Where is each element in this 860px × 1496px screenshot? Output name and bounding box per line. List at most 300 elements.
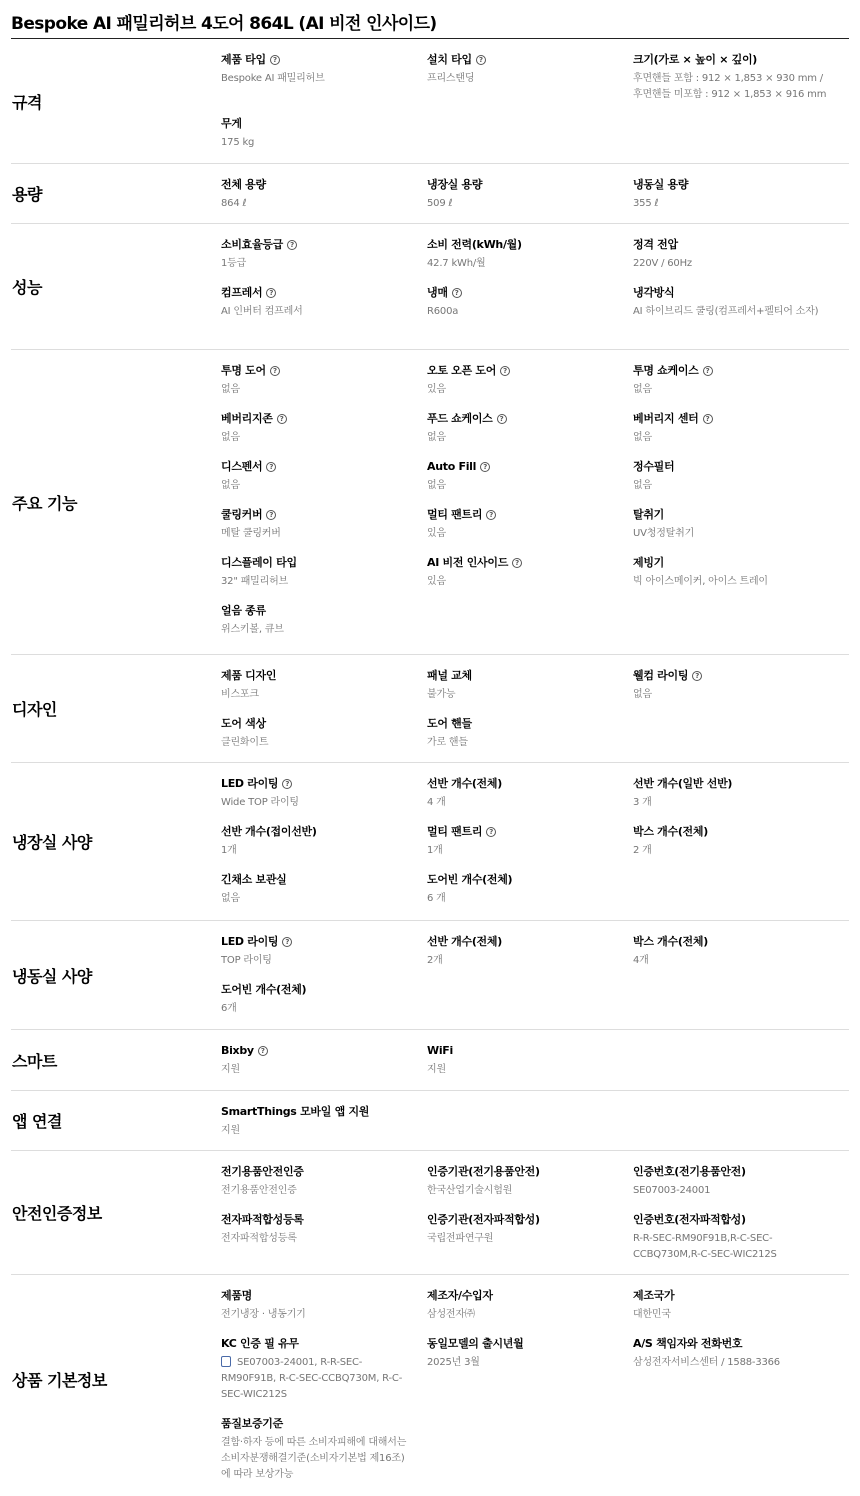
- spec-value: [427, 196, 633, 212]
- spec-label-text: 제품 타입: [221, 53, 266, 66]
- spec-label: [427, 52, 633, 67]
- spec-value: [221, 1435, 427, 1483]
- spec-label: [221, 411, 427, 426]
- spec-item: [633, 507, 849, 555]
- spec-value: [427, 71, 633, 87]
- spec-value-text: 없음: [633, 480, 652, 491]
- spec-label: [633, 934, 849, 949]
- spec-value: [427, 574, 633, 590]
- spec-label: [221, 716, 427, 731]
- spec-value: [633, 1355, 849, 1371]
- spec-item: [427, 934, 633, 982]
- spec-label-text: 무게: [221, 117, 242, 130]
- help-icon[interactable]: ?: [486, 827, 496, 837]
- spec-value-text: AI 하이브리드 쿨링(컴프레서+펠티어 소자): [633, 306, 819, 317]
- spec-value-text: 1개: [221, 845, 237, 856]
- spec-label-text: SmartThings 모바일 앱 지원: [221, 1105, 370, 1118]
- spec-item: [633, 363, 849, 411]
- spec-label: [633, 555, 849, 570]
- spec-label-text: AI 비전 인사이드: [427, 556, 509, 569]
- spec-label-text: 얼음 종류: [221, 604, 266, 617]
- spec-label-text: 오토 오픈 도어: [427, 364, 497, 377]
- spec-label: [427, 555, 633, 570]
- spec-label-text: LED 라이팅: [221, 777, 279, 790]
- spec-item: [427, 776, 633, 824]
- spec-item: [221, 603, 427, 651]
- spec-value-text: 위스키볼, 큐브: [221, 624, 284, 635]
- spec-item: [633, 555, 849, 603]
- spec-value-text: 프리스탠딩: [427, 73, 475, 84]
- spec-item: [221, 1416, 427, 1496]
- spec-item: [221, 716, 427, 764]
- spec-label-text: 선반 개수(전체): [427, 935, 502, 948]
- help-icon[interactable]: ?: [277, 414, 287, 424]
- spec-label: [221, 285, 427, 300]
- spec-value-text: 지원: [221, 1125, 240, 1136]
- spec-label: [221, 824, 427, 839]
- spec-label: [427, 411, 633, 426]
- spec-label-text: 제조국가: [633, 1289, 675, 1302]
- spec-label: [427, 1288, 633, 1303]
- spec-label: [633, 1164, 849, 1179]
- spec-section: [11, 164, 849, 224]
- spec-grid: [221, 1151, 849, 1274]
- spec-value-text: 메탈 쿨링커버: [221, 528, 281, 539]
- spec-value: [633, 1183, 849, 1199]
- spec-item: [427, 507, 633, 555]
- spec-item: [221, 824, 427, 872]
- spec-item: [221, 363, 427, 411]
- section-title: 안전인증정보: [12, 1204, 102, 1223]
- spec-item: [221, 776, 427, 824]
- spec-section: [11, 1275, 849, 1483]
- spec-value-text: 없음: [221, 384, 240, 395]
- help-icon[interactable]: ?: [282, 779, 292, 789]
- spec-label: [427, 934, 633, 949]
- help-icon[interactable]: ?: [692, 671, 702, 681]
- help-icon[interactable]: ?: [266, 288, 276, 298]
- spec-label: [427, 363, 633, 378]
- help-icon[interactable]: ?: [480, 462, 490, 472]
- help-icon[interactable]: ?: [266, 510, 276, 520]
- spec-label: [221, 1043, 427, 1058]
- spec-label-text: 탈취기: [633, 508, 664, 521]
- spec-item: [221, 507, 427, 555]
- spec-label-text: 인증기관(전자파적합성): [427, 1213, 540, 1226]
- spec-label-text: 베버리지존: [221, 412, 273, 425]
- spec-value: [221, 526, 427, 542]
- spec-label-text: Auto Fill: [427, 460, 477, 473]
- spec-section: [11, 39, 849, 164]
- spec-value: [427, 526, 633, 542]
- spec-label-text: 설치 타입: [427, 53, 472, 66]
- spec-value: [427, 953, 633, 969]
- spec-value: [221, 843, 427, 859]
- spec-item: [221, 1288, 427, 1336]
- spec-value-text: 없음: [633, 384, 652, 395]
- spec-value: [633, 687, 849, 703]
- spec-item: [221, 52, 427, 116]
- spec-value: [427, 1062, 633, 1078]
- help-icon[interactable]: ?: [486, 510, 496, 520]
- spec-label-text: Bixby: [221, 1044, 254, 1057]
- spec-value: [221, 196, 427, 212]
- spec-label: [427, 668, 633, 683]
- spec-label-text: 소비 전력(kWh/월): [427, 238, 522, 251]
- spec-label: [427, 776, 633, 791]
- spec-value: [221, 622, 427, 638]
- spec-item: [427, 52, 633, 116]
- spec-section: [11, 763, 849, 921]
- section-title: 용량: [12, 185, 42, 204]
- spec-label: [427, 507, 633, 522]
- spec-value: [221, 891, 427, 907]
- spec-item: [633, 285, 849, 333]
- spec-label-text: 도어 색상: [221, 717, 266, 730]
- spec-label-text: 크기(가로 × 높이 × 깊이): [633, 53, 758, 66]
- spec-label-text: 도어 핸들: [427, 717, 472, 730]
- spec-item: [427, 1288, 633, 1336]
- spec-item: [221, 237, 427, 285]
- spec-value: [633, 795, 849, 811]
- spec-value-text: TOP 라이팅: [221, 955, 272, 966]
- spec-value-text: 있음: [427, 384, 446, 395]
- spec-label-text: 냉장실 용량: [427, 178, 483, 191]
- spec-value-text: 한국산업기술시험원: [427, 1185, 513, 1196]
- spec-value: [427, 795, 633, 811]
- spec-item: [221, 411, 427, 459]
- spec-value-text: 없음: [221, 480, 240, 491]
- section-title: 냉장실 사양: [12, 833, 92, 852]
- spec-item: [427, 1043, 633, 1091]
- spec-value: [221, 735, 427, 751]
- help-icon[interactable]: ?: [512, 558, 522, 568]
- spec-value: [221, 304, 427, 320]
- spec-value-text: AI 인버터 컴프레서: [221, 306, 303, 317]
- help-icon[interactable]: ?: [282, 937, 292, 947]
- help-icon[interactable]: ?: [476, 55, 486, 65]
- spec-section: [11, 1030, 849, 1091]
- spec-value: [427, 430, 633, 446]
- spec-value: [427, 1183, 633, 1199]
- spec-value: [427, 1307, 633, 1323]
- spec-value: [633, 953, 849, 969]
- spec-label: [221, 459, 427, 474]
- spec-label: [221, 1416, 427, 1431]
- spec-label: [633, 237, 849, 252]
- spec-label: [427, 285, 633, 300]
- spec-label: [221, 237, 427, 252]
- spec-value-text: 2025년 3월: [427, 1357, 480, 1368]
- spec-label: [427, 1212, 633, 1227]
- spec-label: [221, 1288, 427, 1303]
- help-icon[interactable]: ?: [270, 55, 280, 65]
- help-icon[interactable]: ?: [258, 1046, 268, 1056]
- kc-mark-icon: [221, 1356, 231, 1367]
- spec-item: [427, 668, 633, 716]
- spec-value: [633, 71, 849, 103]
- help-icon[interactable]: ?: [287, 240, 297, 250]
- spec-label: [221, 1164, 427, 1179]
- spec-item: [221, 872, 427, 920]
- spec-value-text: 있음: [427, 528, 446, 539]
- spec-label: [633, 668, 849, 683]
- spec-label: [633, 507, 849, 522]
- spec-value-text: 2개: [427, 955, 443, 966]
- spec-value-text: 클린화이트: [221, 737, 269, 748]
- spec-value-text: 1개: [427, 845, 443, 856]
- help-icon[interactable]: ?: [266, 462, 276, 472]
- spec-item: [633, 1212, 849, 1276]
- spec-label-text: 푸드 쇼케이스: [427, 412, 493, 425]
- spec-value: [221, 795, 427, 811]
- spec-item: [427, 285, 633, 333]
- spec-label-text: 냉매: [427, 286, 448, 299]
- spec-label: [633, 824, 849, 839]
- spec-value: [221, 382, 427, 398]
- spec-label-text: 도어빈 개수(전체): [427, 873, 513, 886]
- spec-value-text: Wide TOP 라이팅: [221, 797, 299, 808]
- spec-item: [221, 1043, 427, 1091]
- spec-grid: [221, 164, 849, 223]
- spec-label-text: 선반 개수(전체): [427, 777, 502, 790]
- spec-label: [221, 1212, 427, 1227]
- spec-value-text: 삼성전자서비스센터 / 1588-3366: [633, 1357, 780, 1368]
- spec-label-text: 패널 교체: [427, 669, 472, 682]
- spec-section: [11, 1151, 849, 1275]
- spec-label: [633, 177, 849, 192]
- help-icon[interactable]: ?: [703, 366, 713, 376]
- spec-item: [221, 1212, 427, 1276]
- spec-item: [427, 1212, 633, 1276]
- spec-section: [11, 1091, 849, 1151]
- spec-item: [427, 363, 633, 411]
- spec-value: [427, 891, 633, 907]
- spec-label: [427, 1164, 633, 1179]
- spec-label-text: 긴채소 보관실: [221, 873, 287, 886]
- spec-value: [633, 843, 849, 859]
- spec-label-text: 도어빈 개수(전체): [221, 983, 307, 996]
- spec-value: [427, 304, 633, 320]
- spec-label-text: 품질보증기준: [221, 1417, 283, 1430]
- spec-grid: [221, 655, 849, 762]
- spec-label-text: 웰컴 라이팅: [633, 669, 689, 682]
- spec-label: [221, 982, 427, 997]
- spec-value-text: 32" 패밀리허브: [221, 576, 289, 587]
- spec-value-text: 없음: [633, 432, 652, 443]
- spec-label-text: 제품명: [221, 1289, 252, 1302]
- spec-label: [221, 1104, 427, 1119]
- spec-grid: [221, 224, 849, 349]
- spec-label: [633, 1212, 849, 1227]
- section-title: 성능: [12, 278, 42, 297]
- spec-label-text: LED 라이팅: [221, 935, 279, 948]
- spec-section: [11, 655, 849, 763]
- section-title: 앱 연결: [12, 1112, 62, 1131]
- spec-value-text: 지원: [221, 1064, 240, 1075]
- spec-value-text: R600a: [427, 306, 459, 317]
- spec-label: [427, 237, 633, 252]
- spec-item: [633, 1164, 849, 1212]
- spec-label-text: 디스펜서: [221, 460, 263, 473]
- spec-grid: [221, 921, 849, 1029]
- spec-item: [427, 177, 633, 225]
- help-icon[interactable]: ?: [497, 414, 507, 424]
- spec-label: [221, 934, 427, 949]
- spec-label-text: 정격 전압: [633, 238, 678, 251]
- spec-label-text: 제빙기: [633, 556, 664, 569]
- spec-value-text: 2 개: [633, 845, 652, 856]
- help-icon[interactable]: ?: [500, 366, 510, 376]
- help-icon[interactable]: ?: [452, 288, 462, 298]
- spec-label-text: 베버리지 센터: [633, 412, 699, 425]
- spec-item: [221, 934, 427, 982]
- page-title: Bespoke AI 패밀리허브 4도어 864L (AI 비전 인사이드): [11, 0, 849, 39]
- spec-value-text: 3 개: [633, 797, 652, 808]
- spec-label-text: 냉각방식: [633, 286, 675, 299]
- spec-label-text: 인증번호(전자파적합성): [633, 1213, 746, 1226]
- spec-value: [427, 478, 633, 494]
- spec-label: [427, 824, 633, 839]
- spec-item: [221, 285, 427, 333]
- spec-item: [221, 1104, 427, 1152]
- spec-value-text: 비스포크: [221, 689, 259, 700]
- spec-label: [633, 459, 849, 474]
- spec-item: [633, 1336, 849, 1416]
- spec-section: [11, 921, 849, 1030]
- spec-value-text: 불가능: [427, 689, 456, 700]
- spec-grid: [221, 1030, 849, 1090]
- spec-label-text: 컴프레서: [221, 286, 263, 299]
- spec-label-text: 멀티 팬트리: [427, 508, 483, 521]
- spec-label-text: 선반 개수(접이선반): [221, 825, 317, 838]
- spec-label: [221, 776, 427, 791]
- spec-value-text: 175 kg: [221, 137, 255, 148]
- spec-item: [633, 824, 849, 872]
- spec-label-text: 전기용품안전인증: [221, 1165, 304, 1178]
- spec-value: [427, 1231, 633, 1247]
- spec-value-text: SE07003-24001: [633, 1185, 711, 1196]
- spec-value-text: 결함·하자 등에 따른 소비자피해에 대해서는 소비자분쟁해결기준(소비자기본법 제16조)에 따라 보상가능: [221, 1437, 407, 1480]
- spec-item: [427, 1164, 633, 1212]
- spec-item: [221, 555, 427, 603]
- spec-label-text: 제조자/수입자: [427, 1289, 493, 1302]
- spec-item: [221, 1164, 427, 1212]
- spec-section: [11, 224, 849, 350]
- spec-label-text: 선반 개수(일반 선반): [633, 777, 733, 790]
- spec-value-text: 4개: [633, 955, 649, 966]
- spec-label: [221, 507, 427, 522]
- spec-label: [633, 363, 849, 378]
- spec-item: [427, 1336, 633, 1416]
- spec-item: [427, 411, 633, 459]
- spec-value: [427, 843, 633, 859]
- spec-value-text: 없음: [221, 893, 240, 904]
- spec-value-text: 42.7 kWh/월: [427, 258, 486, 269]
- spec-value-text: 4 개: [427, 797, 446, 808]
- spec-label: [427, 716, 633, 731]
- spec-label: [427, 1043, 633, 1058]
- spec-value-text: 가로 핸들: [427, 737, 468, 748]
- spec-value-text: 삼성전자㈜: [427, 1309, 475, 1320]
- spec-label: [427, 459, 633, 474]
- spec-value: [221, 256, 427, 272]
- spec-value-text: 빅 아이스메이커, 아이스 트레이: [633, 576, 768, 587]
- spec-grid: [221, 763, 849, 920]
- spec-value: [221, 478, 427, 494]
- spec-value: [221, 574, 427, 590]
- spec-label: [221, 872, 427, 887]
- spec-value-text: 전자파적합성등록: [221, 1233, 297, 1244]
- spec-item: [633, 776, 849, 824]
- spec-value-text: 6개: [221, 1003, 237, 1014]
- spec-label-text: 정수필터: [633, 460, 675, 473]
- spec-item: [427, 237, 633, 285]
- spec-value: [221, 1231, 427, 1247]
- spec-value: [221, 1307, 427, 1323]
- spec-item: [633, 668, 849, 716]
- help-icon[interactable]: ?: [270, 366, 280, 376]
- spec-item: [427, 555, 633, 603]
- spec-label-text: 박스 개수(전체): [633, 825, 708, 838]
- spec-value: [427, 382, 633, 398]
- spec-value: [221, 953, 427, 969]
- spec-item: [221, 116, 427, 164]
- spec-item: [221, 668, 427, 716]
- spec-value: [633, 574, 849, 590]
- spec-value-text: 지원: [427, 1064, 446, 1075]
- spec-item: [427, 872, 633, 920]
- spec-value: [427, 735, 633, 751]
- spec-value: [221, 1062, 427, 1078]
- spec-item: [427, 459, 633, 507]
- spec-item: [221, 982, 427, 1030]
- spec-item: [633, 52, 849, 116]
- spec-value: [633, 1307, 849, 1323]
- spec-value: [633, 478, 849, 494]
- spec-item: [221, 177, 427, 225]
- spec-value: [221, 71, 427, 87]
- spec-item: [633, 177, 849, 225]
- spec-label: [633, 776, 849, 791]
- spec-value: [427, 1355, 633, 1371]
- spec-value: [221, 1001, 427, 1017]
- spec-value-text: 후면핸들 포함 : 912 × 1,853 × 930 mm / 후면핸들 미포함 : 912 × 1,853 × 916 mm: [633, 73, 827, 100]
- spec-label-text: A/S 책임자와 전화번호: [633, 1337, 743, 1350]
- spec-value: [427, 256, 633, 272]
- spec-grid: [221, 1275, 849, 1483]
- spec-item: [633, 934, 849, 982]
- spec-label: [221, 116, 427, 131]
- spec-label: [633, 1288, 849, 1303]
- spec-item: [221, 1336, 427, 1416]
- spec-value-text: 없음: [633, 689, 652, 700]
- spec-value: [221, 1123, 427, 1139]
- help-icon[interactable]: ?: [703, 414, 713, 424]
- spec-value-text: 있음: [427, 576, 446, 587]
- spec-item: [427, 716, 633, 764]
- spec-value: [427, 687, 633, 703]
- spec-label-text: 멀티 팬트리: [427, 825, 483, 838]
- spec-value-text: R-R-SEC-RM90F91B,R-C-SEC-CCBQ730M,R-C-SEC-WIC212S: [633, 1233, 777, 1260]
- spec-item: [221, 459, 427, 507]
- spec-item: [427, 824, 633, 872]
- section-title: 상품 기본정보: [12, 1370, 107, 1390]
- spec-value: [633, 256, 849, 272]
- spec-label: [427, 872, 633, 887]
- spec-label-text: 투명 쇼케이스: [633, 364, 699, 377]
- spec-value-text: 없음: [221, 432, 240, 443]
